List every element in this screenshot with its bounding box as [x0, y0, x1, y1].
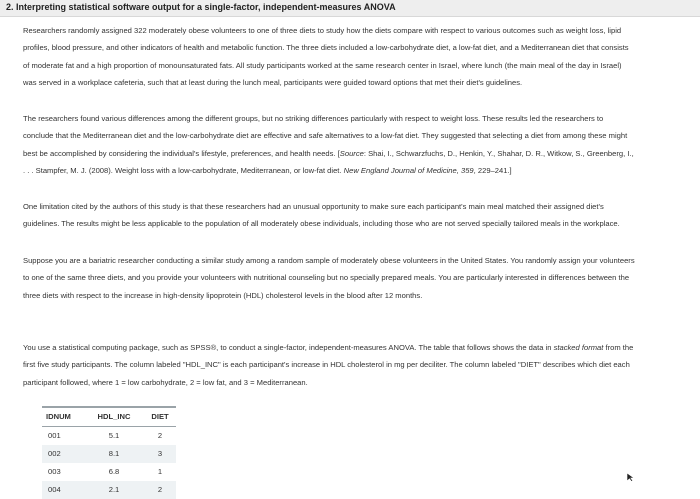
header-diet: DIET	[151, 412, 169, 421]
findings-text: The researchers found various differences among the different groups, but no striking differences particularly with respect to weight loss. These results led the researchers to conclude that the Mediterranean diet and the low-carbohydrate diet are effective and safe alternatives to a low-fat diet. They suggested that selecting a diet from among these might best be accomplished by considering the individual's lifestyle, preferences, and health needs. [	[23, 114, 628, 158]
section-header-bar	[0, 0, 700, 17]
cell-diet: 1	[157, 467, 163, 476]
header-hdl-inc: HDL_INC	[97, 412, 131, 421]
table-row	[42, 445, 176, 463]
citation-pages: , 229–241.]	[473, 165, 512, 175]
cell-diet: 2	[157, 431, 163, 440]
table-row	[42, 463, 176, 481]
paragraph-anova-setup	[23, 339, 635, 391]
paragraph-study-description: Researchers randomly assigned 322 moderately obese volunteers to one of three diets to study how the diets compare with respect to various outcomes such as weight loss, lipid profiles, blood pressure, and other indicators of health and metabolic function. The three diets included a low-carbohydrate diet, a low-fat diet, and a Mediterranean diet that consists of moderate fat and a high proportion of monounsaturated fats. All study participants worked at the same research center in Israel, where lunch (the main meal of the day in Israel) was served in a workplace cafeteria, such that at least during the lunch meal, participants were guided toward options that met their diet's guidelines.	[23, 26, 629, 87]
paragraph-findings	[23, 110, 635, 179]
table-row	[42, 427, 176, 445]
cell-diet: 2	[157, 485, 163, 494]
anova-text-continued: from the first five study participants. The column labeled "HDL_INC" is each participant's increase in HDL cholesterol in mg per deciliter. The column labeled "DIET" describes which diet each participant followed, where 1 = low carbohydrate, 2 = low fat, and 3 = Mediterranean.	[23, 343, 634, 387]
citation-text: : Shai, I., Schwarzfuchs, D., Henkin, Y., Shahar, D. R., Witkow, S., Greenberg, I., . . . Stampfer, M. J. (2008). Weight loss with a low-carbohydrate, Mediterranean, or low-fat diet.	[23, 148, 634, 175]
header-idnum: IDNUM	[46, 412, 71, 421]
journal-name: New England Journal of Medicine, 359	[343, 165, 474, 175]
mouse-pointer-icon	[626, 472, 636, 482]
cell-hdl-inc: 8.1	[108, 449, 120, 458]
cell-idnum: 001	[48, 431, 61, 440]
cell-idnum: 003	[48, 467, 61, 476]
stacked-format-term: stacked format	[553, 343, 604, 352]
cell-diet: 3	[157, 449, 163, 458]
table-row	[42, 481, 176, 499]
anova-text: You use a statistical computing package, such as SPSS®, to conduct a single-factor, independent-measures ANOVA. The table that follows shows the data in	[23, 343, 554, 352]
source-label: Source	[339, 148, 364, 158]
cell-hdl-inc: 5.1	[108, 431, 120, 440]
cell-hdl-inc: 6.8	[108, 467, 120, 476]
paragraph-limitation: One limitation cited by the authors of this study is that these researchers had an unusual opportunity to make sure each participant's main meal matched their assigned diet's guidelines. The results might be less applicable to the population of all moderately obese individuals, including those who are not served specially tailored meals in the workplace.	[23, 202, 620, 229]
table-header-row	[42, 408, 176, 427]
cell-hdl-inc: 2.1	[108, 485, 120, 494]
paragraph-scenario: Suppose you are a bariatric researcher conducting a similar study among a random sample of moderately obese volunteers in the United States. You randomly assign your volunteers to one of the same three diets, and you provide your volunteers with nutritional counseling but no specially prepared meals. You are particularly interested in differences between the three diets with respect to the increase in high-density lipoprotein (HDL) cholesterol levels in the blood after 12 months.	[23, 256, 635, 300]
cell-idnum: 004	[48, 485, 61, 494]
cell-idnum: 002	[48, 449, 61, 458]
data-table	[42, 406, 176, 499]
section-title: 2. Interpreting statistical software output for a single-factor, independent-measures ANOVA	[6, 2, 396, 12]
